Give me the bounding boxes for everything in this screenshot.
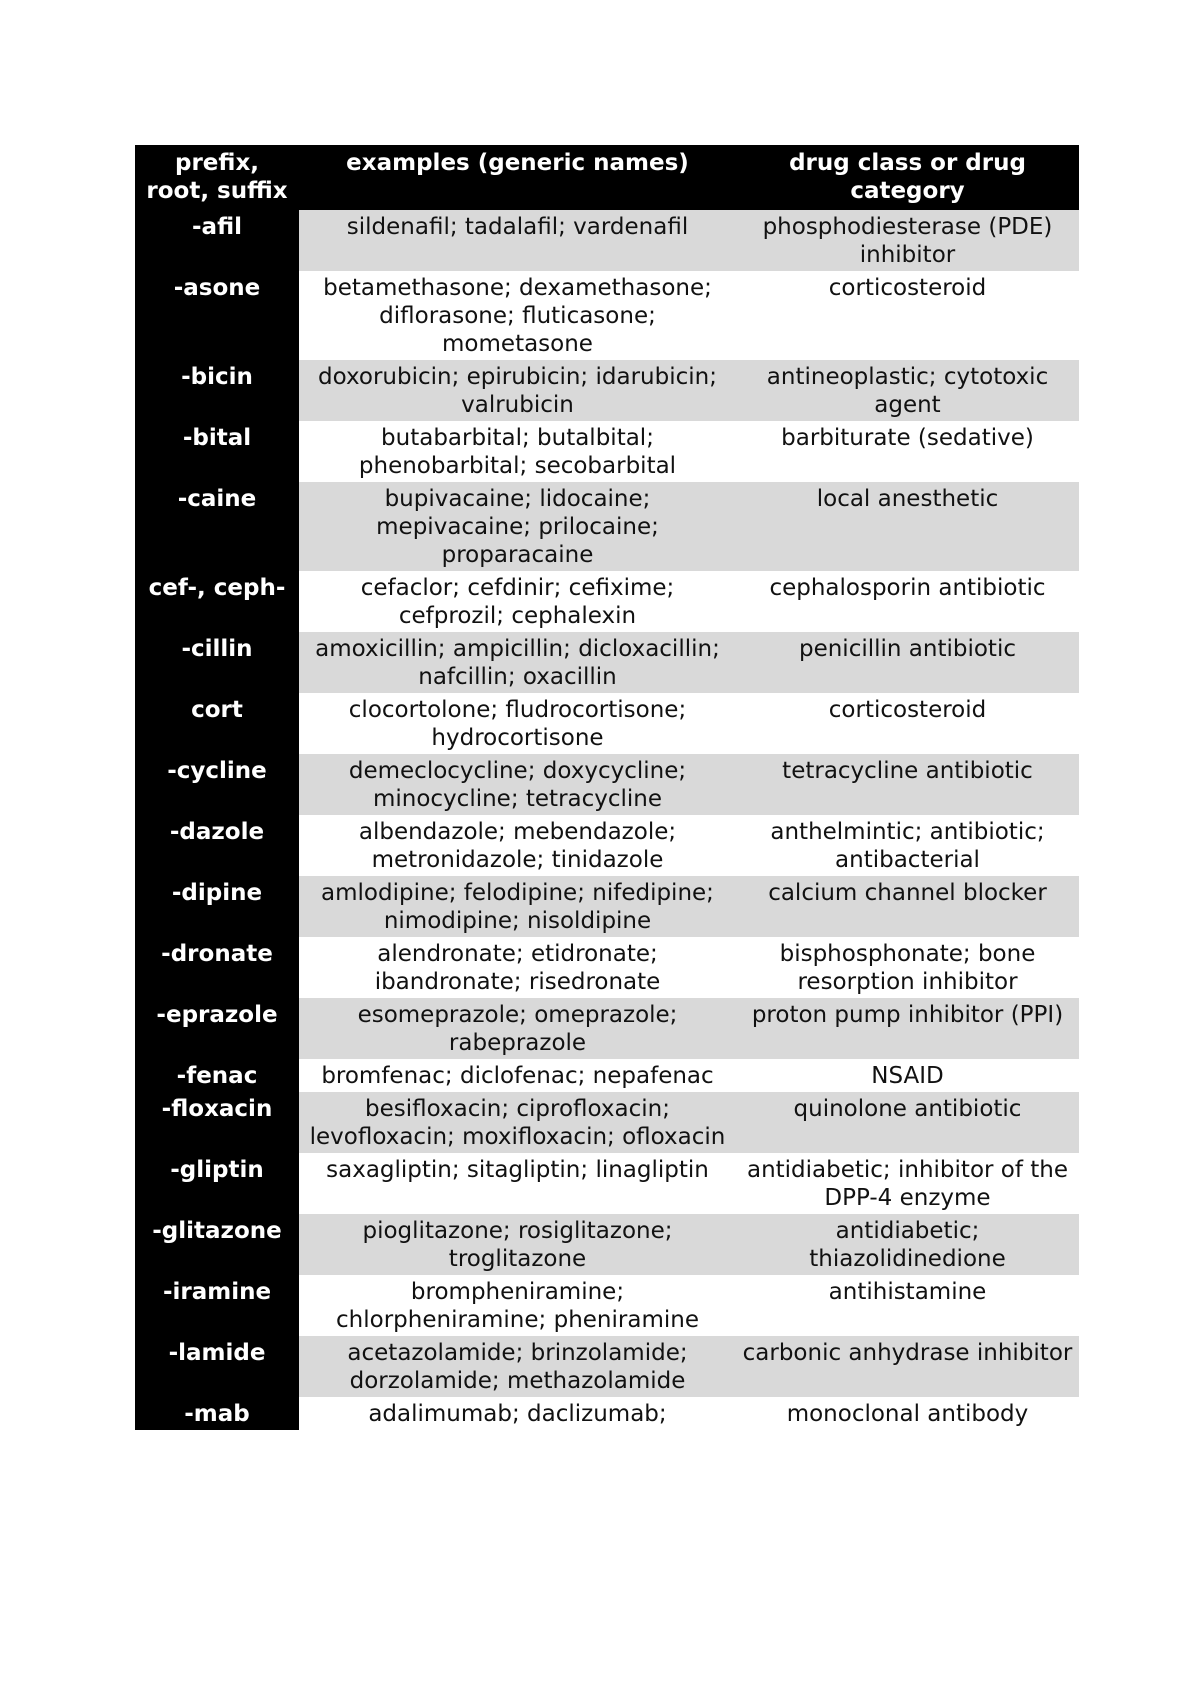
cell-drug-class: phosphodiesterase (PDE) inhibitor	[736, 210, 1079, 271]
cell-prefix: -caine	[135, 482, 299, 571]
cell-examples: adalimumab; daclizumab;	[299, 1397, 736, 1430]
cell-examples: clocortolone; fludrocortisone; hydrocortisone	[299, 693, 736, 754]
table-row	[135, 1275, 1079, 1336]
cell-drug-class: cephalosporin antibiotic	[736, 571, 1079, 632]
table-body	[135, 210, 1079, 1430]
cell-prefix: -glitazone	[135, 1214, 299, 1275]
cell-prefix: cort	[135, 693, 299, 754]
cell-drug-class: antidiabetic; inhibitor of the DPP-4 enzyme	[736, 1153, 1079, 1214]
cell-examples: bupivacaine; lidocaine; mepivacaine; prilocaine; proparacaine	[299, 482, 736, 571]
table-row	[135, 1336, 1079, 1397]
table-row	[135, 571, 1079, 632]
table-row	[135, 1059, 1079, 1092]
cell-drug-class: corticosteroid	[736, 693, 1079, 754]
cell-prefix: -cillin	[135, 632, 299, 693]
cell-prefix: -floxacin	[135, 1092, 299, 1153]
cell-prefix: -dronate	[135, 937, 299, 998]
cell-drug-class: carbonic anhydrase inhibitor	[736, 1336, 1079, 1397]
cell-examples: amoxicillin; ampicillin; dicloxacillin; nafcillin; oxacillin	[299, 632, 736, 693]
cell-drug-class: tetracycline antibiotic	[736, 754, 1079, 815]
cell-prefix: -eprazole	[135, 998, 299, 1059]
cell-drug-class: quinolone antibiotic	[736, 1092, 1079, 1153]
cell-drug-class: bisphosphonate; bone resorption inhibitor	[736, 937, 1079, 998]
cell-examples: butabarbital; butalbital; phenobarbital; secobarbital	[299, 421, 736, 482]
table-row	[135, 937, 1079, 998]
cell-drug-class: local anesthetic	[736, 482, 1079, 571]
cell-examples: brompheniramine; chlorpheniramine; pheniramine	[299, 1275, 736, 1336]
table-row	[135, 815, 1079, 876]
table-row	[135, 210, 1079, 271]
table-row	[135, 998, 1079, 1059]
table-row	[135, 360, 1079, 421]
cell-examples: acetazolamide; brinzolamide; dorzolamide; methazolamide	[299, 1336, 736, 1397]
cell-drug-class: anthelmintic; antibiotic; antibacterial	[736, 815, 1079, 876]
cell-prefix: -mab	[135, 1397, 299, 1430]
table-row	[135, 271, 1079, 360]
cell-examples: doxorubicin; epirubicin; idarubicin; valrubicin	[299, 360, 736, 421]
table-row	[135, 876, 1079, 937]
cell-prefix: -asone	[135, 271, 299, 360]
cell-examples: albendazole; mebendazole; metronidazole; tinidazole	[299, 815, 736, 876]
cell-drug-class: antihistamine	[736, 1275, 1079, 1336]
header-examples: examples (generic names)	[299, 145, 736, 210]
cell-prefix: -cycline	[135, 754, 299, 815]
cell-prefix: -bital	[135, 421, 299, 482]
cell-drug-class: barbiturate (sedative)	[736, 421, 1079, 482]
cell-examples: esomeprazole; omeprazole; rabeprazole	[299, 998, 736, 1059]
cell-drug-class: antineoplastic; cytotoxic agent	[736, 360, 1079, 421]
table-row	[135, 421, 1079, 482]
cell-drug-class: antidiabetic; thiazolidinedione	[736, 1214, 1079, 1275]
table-row	[135, 482, 1079, 571]
cell-prefix: -bicin	[135, 360, 299, 421]
cell-drug-class: proton pump inhibitor (PPI)	[736, 998, 1079, 1059]
table-row	[135, 1397, 1079, 1430]
table-row	[135, 1214, 1079, 1275]
cell-prefix: cef-, ceph-	[135, 571, 299, 632]
cell-drug-class: monoclonal antibody	[736, 1397, 1079, 1430]
cell-examples: cefaclor; cefdinir; cefixime; cefprozil; cephalexin	[299, 571, 736, 632]
table-row	[135, 754, 1079, 815]
table-row	[135, 1092, 1079, 1153]
drug-stem-table	[135, 145, 1079, 1430]
header-drug-class: drug class or drug category	[736, 145, 1079, 210]
cell-examples: sildenafil; tadalafil; vardenafil	[299, 210, 736, 271]
cell-prefix: -gliptin	[135, 1153, 299, 1214]
cell-examples: alendronate; etidronate; ibandronate; risedronate	[299, 937, 736, 998]
cell-prefix: -dipine	[135, 876, 299, 937]
table-row	[135, 632, 1079, 693]
cell-drug-class: corticosteroid	[736, 271, 1079, 360]
table-header-row	[135, 145, 1079, 210]
table-row	[135, 1153, 1079, 1214]
cell-examples: betamethasone; dexamethasone; diflorasone; fluticasone; mometasone	[299, 271, 736, 360]
header-prefix: prefix, root, suffix	[135, 145, 299, 210]
cell-prefix: -iramine	[135, 1275, 299, 1336]
cell-drug-class: calcium channel blocker	[736, 876, 1079, 937]
cell-prefix: -fenac	[135, 1059, 299, 1092]
cell-prefix: -lamide	[135, 1336, 299, 1397]
cell-drug-class: penicillin antibiotic	[736, 632, 1079, 693]
cell-prefix: -afil	[135, 210, 299, 271]
cell-drug-class: NSAID	[736, 1059, 1079, 1092]
cell-examples: amlodipine; felodipine; nifedipine; nimodipine; nisoldipine	[299, 876, 736, 937]
cell-examples: besifloxacin; ciprofloxacin; levofloxacin; moxifloxacin; ofloxacin	[299, 1092, 736, 1153]
cell-examples: saxagliptin; sitagliptin; linagliptin	[299, 1153, 736, 1214]
cell-examples: demeclocycline; doxycycline; minocycline; tetracycline	[299, 754, 736, 815]
cell-examples: bromfenac; diclofenac; nepafenac	[299, 1059, 736, 1092]
cell-prefix: -dazole	[135, 815, 299, 876]
table-row	[135, 693, 1079, 754]
cell-examples: pioglitazone; rosiglitazone; troglitazone	[299, 1214, 736, 1275]
